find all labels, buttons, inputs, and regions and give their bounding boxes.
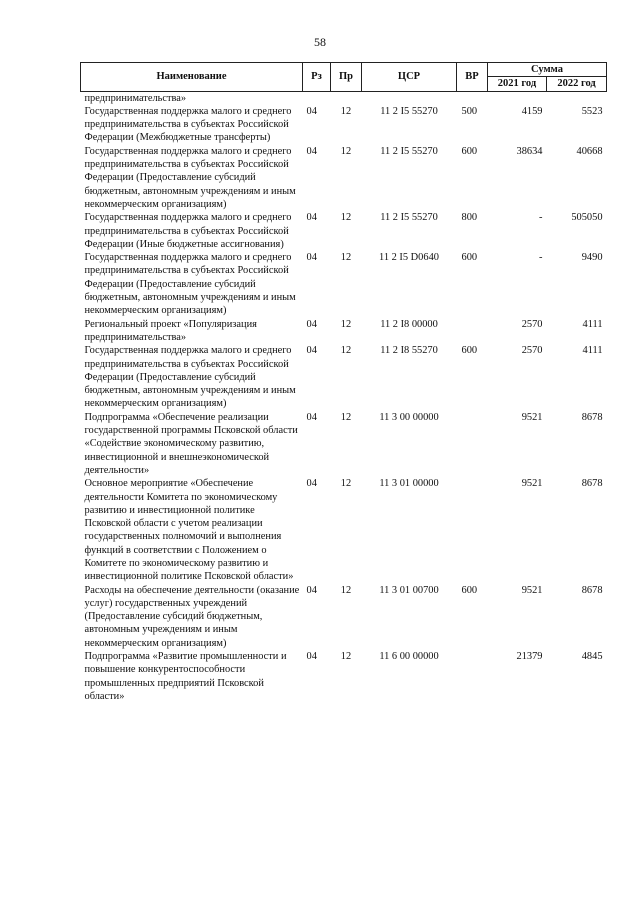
row-sum-2022: 8678 (581, 411, 603, 423)
table-body (81, 91, 607, 703)
row-sum-2022: 4845 (581, 651, 603, 663)
row-name: предпринимательства» (84, 92, 187, 104)
row-rz (303, 91, 331, 105)
row-vr: 600 (461, 145, 478, 157)
row-pr: 12 (340, 478, 352, 490)
row-sum-2022: 4111 (582, 345, 603, 357)
row-vr: 800 (461, 212, 478, 224)
row-sum-2022: 4111 (582, 318, 603, 330)
header-name: Наименование (81, 63, 303, 92)
row-name: Региональный проект «Популяризация предпринимательства» (84, 318, 257, 343)
row-pr: 12 (340, 145, 352, 157)
row-name: Основное мероприятие «Обеспечение деятельности Комитета по экономическому развитию и инвестиционной политике Псковской области с учетом реализации государственных полномочий и выполнения функций в соответствии с Положением о Комитете по экономическому развитию и инвестиционной политике Псковской области» (84, 478, 294, 583)
row-sum-2022: 9490 (581, 252, 603, 264)
row-sum-2021: 21379 (516, 651, 543, 663)
row-sum-2022: 8678 (581, 478, 603, 490)
row-rz: 04 (306, 345, 317, 357)
row-sum-2021: 4159 (521, 105, 543, 117)
table-row (81, 650, 607, 703)
row-name: Расходы на обеспечение деятельности (оказание услуг) государственных учреждений (Предоставление субсидий бюджетным, автономным учреждениям и иным некоммерческим организациям) (84, 584, 300, 649)
row-rz: 04 (306, 105, 317, 117)
header-2021: 2021 год (488, 77, 547, 91)
row-vr (457, 650, 488, 703)
row-name: Государственная поддержка малого и среднего предпринимательства в субъектах Российской Федерации (Иные бюджетные ассигнования) (84, 212, 292, 250)
row-sum-2021: 9521 (521, 478, 543, 490)
row-name: Подпрограмма «Развитие промышленности и повышение конкурентоспособности промышленных предприятий Псковской области» (84, 651, 287, 702)
table-header (81, 63, 607, 92)
row-rz: 04 (306, 252, 317, 264)
row-name: Государственная поддержка малого и среднего предпринимательства в субъектах Российской Федерации (Предоставление субсидий бюджетным, автономным учреждениям и иным некоммерческим организациям) (84, 252, 296, 317)
row-sum-2021: - (539, 252, 543, 264)
row-csr: 11 2 I5 55270 (380, 212, 438, 224)
row-vr (457, 318, 488, 345)
row-pr: 12 (340, 411, 352, 423)
row-pr: 12 (340, 252, 352, 264)
row-sum-2021: - (539, 212, 543, 224)
budget-table (80, 62, 607, 703)
table-row (81, 318, 607, 345)
header-sum: Сумма (488, 63, 607, 77)
row-vr: 600 (461, 345, 478, 357)
table-row (81, 411, 607, 477)
row-csr: 11 2 I5 D0640 (379, 252, 439, 264)
table-row (81, 105, 607, 145)
row-sum-2022: 505050 (571, 212, 603, 224)
row-pr: 12 (340, 345, 352, 357)
header-pr: Пр (331, 63, 362, 92)
row-sum-2021: 9521 (521, 411, 543, 423)
row-sum-2022: 8678 (581, 584, 603, 596)
row-rz: 04 (306, 651, 317, 663)
header-rz: Рз (303, 63, 331, 92)
table-row (81, 584, 607, 650)
row-csr: 11 2 I8 00000 (380, 318, 438, 330)
row-sum-2022: 40668 (576, 145, 603, 157)
row-rz: 04 (306, 212, 317, 224)
row-rz: 04 (306, 145, 317, 157)
row-pr: 12 (340, 651, 352, 663)
row-pr: 12 (340, 105, 352, 117)
header-2022: 2022 год (547, 77, 607, 91)
page-number: 58 (314, 35, 326, 49)
row-sum-2021: 9521 (521, 584, 543, 596)
table-row (81, 344, 607, 410)
row-sum-2021 (488, 91, 547, 105)
row-rz: 04 (306, 411, 317, 423)
row-csr: 11 6 00 00000 (379, 651, 439, 663)
header-csr: ЦСР (362, 63, 457, 92)
row-csr: 11 3 01 00700 (379, 584, 439, 596)
row-pr (331, 91, 362, 105)
table-row (81, 251, 607, 317)
row-vr (457, 411, 488, 477)
header-vr: ВР (457, 63, 488, 92)
row-vr: 600 (461, 584, 478, 596)
table-row (81, 145, 607, 211)
row-csr (362, 91, 457, 105)
row-name: Государственная поддержка малого и среднего предпринимательства в субъектах Российской Федерации (Предоставление субсидий бюджетным, автономным учреждениям и иным некоммерческим организациям) (84, 145, 296, 210)
row-rz: 04 (306, 478, 317, 490)
row-csr: 11 3 01 00000 (379, 478, 439, 490)
row-csr: 11 2 I8 55270 (380, 345, 438, 357)
table-row (81, 211, 607, 251)
row-pr: 12 (340, 212, 352, 224)
table-row (81, 477, 607, 583)
row-pr: 12 (340, 584, 352, 596)
row-pr: 12 (340, 318, 352, 330)
row-csr: 11 3 00 00000 (379, 411, 439, 423)
row-vr (457, 91, 488, 105)
row-csr: 11 2 I5 55270 (380, 105, 438, 117)
row-csr: 11 2 I5 55270 (380, 145, 438, 157)
row-vr: 600 (461, 252, 478, 264)
row-name: Государственная поддержка малого и среднего предпринимательства в субъектах Российской Федерации (Межбюджетные трансферты) (84, 105, 292, 144)
row-sum-2021: 38634 (516, 145, 543, 157)
row-rz: 04 (306, 318, 317, 330)
table-row (81, 91, 607, 105)
row-rz: 04 (306, 584, 317, 596)
row-sum-2022 (547, 91, 607, 105)
row-sum-2021: 2570 (521, 318, 543, 330)
row-sum-2021: 2570 (521, 345, 543, 357)
row-name: Государственная поддержка малого и среднего предпринимательства в субъектах Российской Федерации (Предоставление субсидий бюджетным, автономным учреждениям и иным некоммерческим организациям) (84, 345, 296, 410)
row-vr: 500 (461, 105, 478, 117)
row-name: Подпрограмма «Обеспечение реализации государственной программы Псковской области «Содействие экономическому развитию, инвестиционной и внешнеэкономической деятельности» (84, 411, 298, 476)
row-vr (457, 477, 488, 583)
row-sum-2022: 5523 (581, 105, 603, 117)
